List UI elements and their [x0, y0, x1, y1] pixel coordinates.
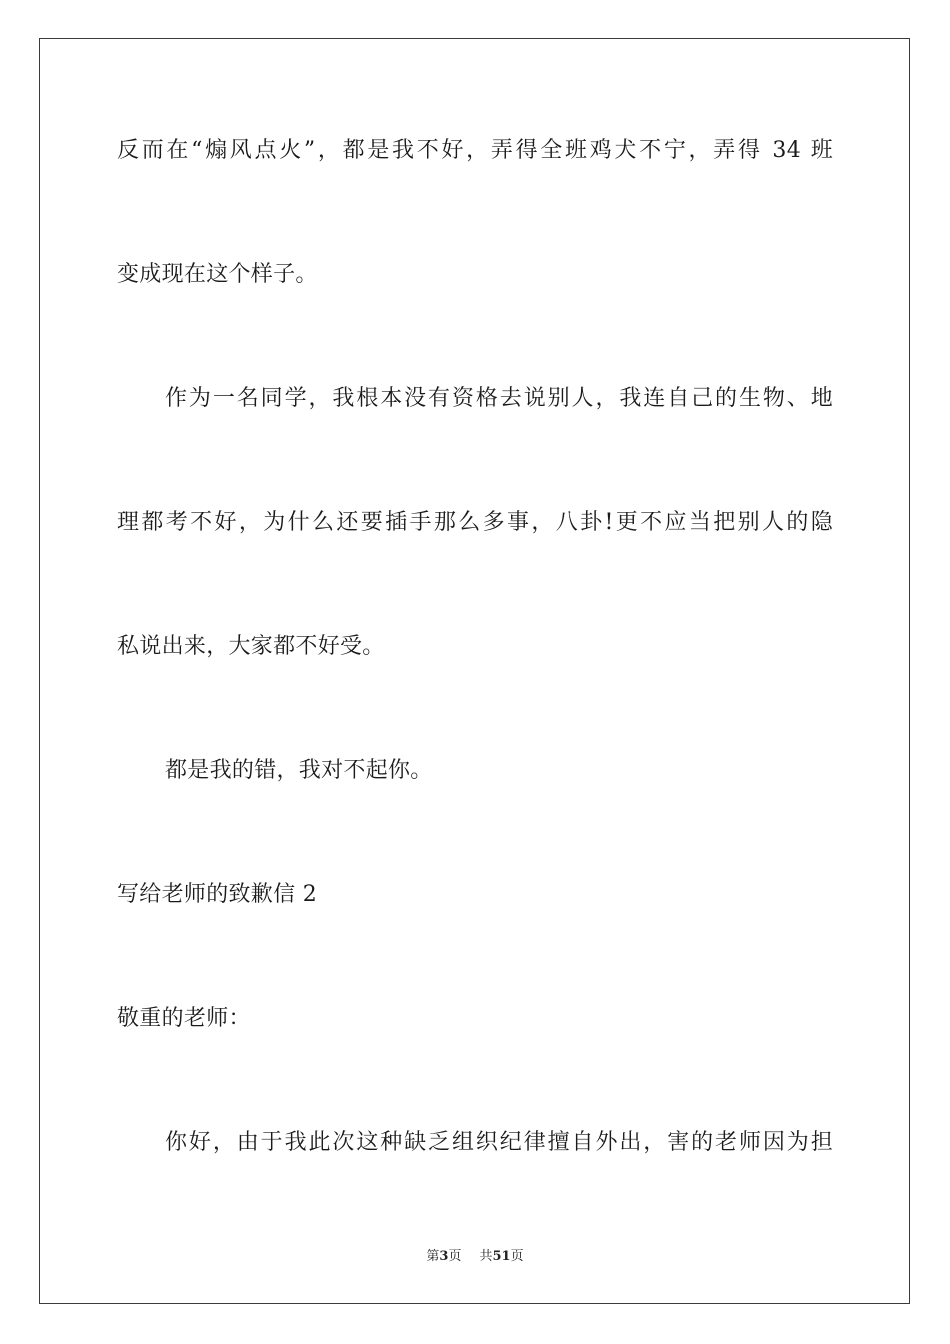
paragraph-line-3: 作为一名同学，我根本没有资格去说别人，我连自己的生物、地	[165, 386, 833, 411]
page-footer	[0, 1248, 950, 1266]
paragraph-line-1: 反而在“煽风点火”，都是我不好，弄得全班鸡犬不宁，弄得 34 班	[117, 138, 833, 163]
footer-total-pages: 51	[492, 1249, 511, 1264]
footer-page-suffix: 页	[448, 1249, 462, 1264]
footer-page-number: 3	[439, 1249, 449, 1264]
paragraph-line-5: 私说出来，大家都不好受。	[117, 634, 385, 659]
section-heading: 写给老师的致歉信 2	[117, 882, 317, 907]
paragraph-line-4: 理都考不好，为什么还要插手那么多事，八卦!更不应当把别人的隐	[117, 510, 833, 535]
page-border	[39, 38, 910, 1304]
paragraph-line-2: 变成现在这个样子。	[117, 262, 318, 287]
footer-total-suffix: 页	[510, 1249, 524, 1264]
salutation: 敬重的老师：	[117, 1006, 251, 1031]
footer-page-prefix: 第	[426, 1249, 440, 1264]
footer-total-prefix: 共	[479, 1249, 493, 1264]
paragraph-line-9: 你好，由于我此次这种缺乏组织纪律擅自外出，害的老师因为担	[165, 1130, 833, 1155]
paragraph-line-6: 都是我的错，我对不起你。	[165, 758, 433, 783]
